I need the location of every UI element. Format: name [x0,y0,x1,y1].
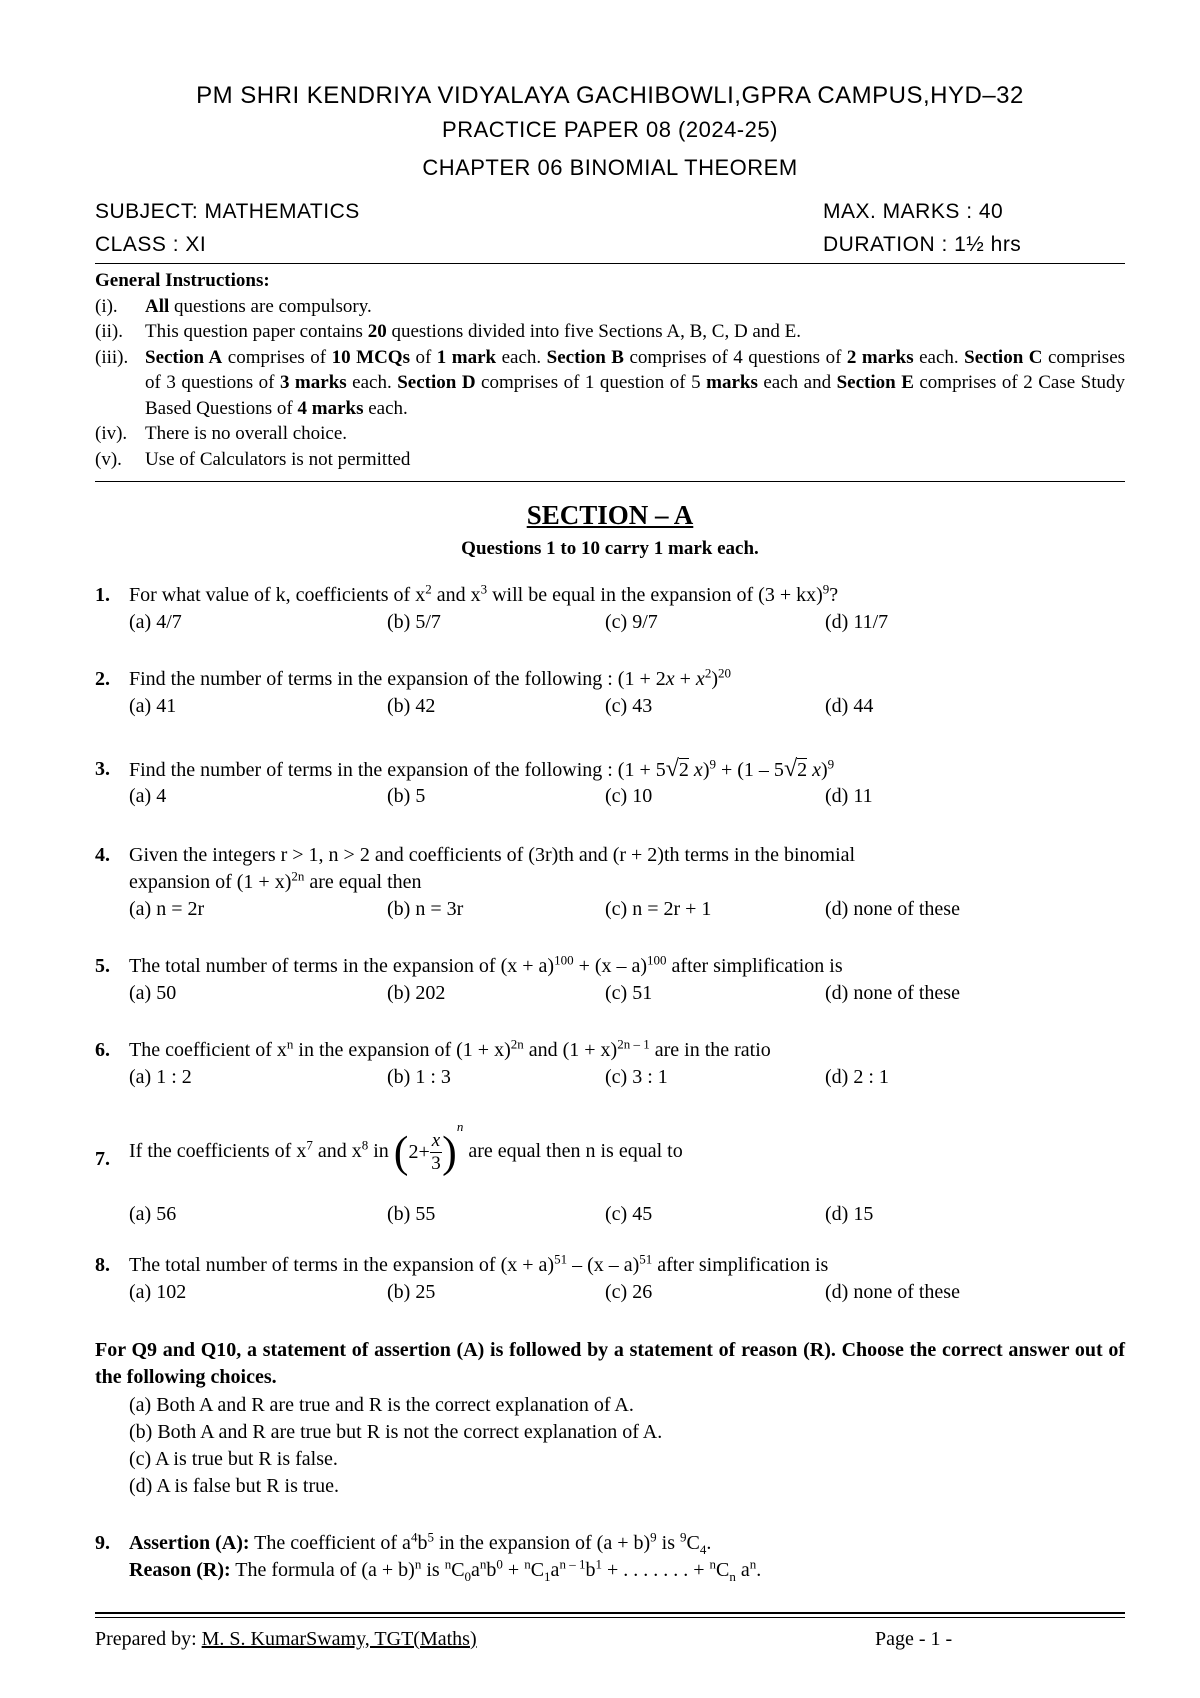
option-b[interactable]: (b) 5 [387,785,426,807]
option-c[interactable]: (c) 51 [605,982,653,1004]
chapter-title: CHAPTER 06 BINOMIAL THEOREM [422,155,798,180]
option-c[interactable]: (c) n = 2r + 1 [605,898,712,920]
option-d[interactable]: (d) none of these [825,982,960,1004]
instruction-text: Section A comprises of 10 MCQs of 1 mark each. Section B comprises of 4 questions of 2 marks each. Section C comprises of 3 questions of 3 marks each. Section D comprises of 1 question of 5 marks each and Section E comprises of 2 Case Study Based Questions of 4 marks each. [145,346,1126,419]
option-a[interactable]: (a) 41 [129,695,177,717]
options [129,783,1119,810]
options [129,609,1119,636]
header-divider [95,263,1125,264]
option-a[interactable]: (a) 1 : 2 [129,1066,192,1088]
footer-rule [95,1612,1125,1614]
instruction-text: This question paper contains 20 questions divided into five Sections A, B, C, D and E. [145,321,801,342]
subject-label: SUBJECT: MATHEMATICS [95,200,360,223]
paper-title: PRACTICE PAPER 08 (2024-25) [442,117,778,142]
instructions-title: General Instructions: [95,270,270,291]
options [129,1279,1119,1306]
option-b[interactable]: (b) 25 [387,1281,436,1303]
footer-rule-thin [95,1617,1125,1618]
option-d[interactable]: (d) 15 [825,1203,874,1225]
option-a[interactable]: (a) 4/7 [129,611,182,633]
option-d[interactable]: (d) 11 [825,785,873,807]
instruction-item: (i). All questions are compulsory. [95,294,1125,320]
option-d[interactable]: (d) 11/7 [825,611,889,633]
reason-label: Reason (R): [129,1559,231,1581]
instructions-divider [95,481,1125,482]
option-a[interactable]: (a) 56 [129,1203,177,1225]
option-b[interactable]: (b) 55 [387,1203,436,1225]
option-c[interactable]: (c) 10 [605,785,653,807]
assertion-label: Assertion (A): [129,1532,250,1554]
instruction-item: (iv). There is no overall choice. [95,423,348,444]
page-number: Page - 1 - [875,1628,953,1650]
question-text: Assertion (A): The coefficient of $a^4b^5$ in the expansion of $(a + b)^9$ is $^9C_4$. Reason (R): The formula of $(a + b)^n$ is $^nC_0a^nb^0 + ^nC_1a^{n - 1}b^1$ + . . . . . . . + $^nC_n$ $a^n$. [129,1529,762,1584]
ar-choice-b: (b) Both A and R are true but R is not the correct explanation of A. [129,1421,663,1443]
instruction-item: (v). Use of Calculators is not permitted [95,448,411,470]
question-text: Given the integers r > 1, n > 2 and coefficients of (3r)th and (r + 2)th terms in the binomial expansion of $(1 + x)^{2n}$ are equal then [129,844,856,893]
instruction-item: (ii). This question paper contains 20 questions divided into five Sections A, B, C, D and E. [95,319,1125,345]
footer-prepared-by: Prepared by: M. S. KumarSwamy, TGT(Maths) [95,1628,477,1650]
question-text: The total number of terms in the expansion of $(x + a)^{100} + (x - a)^{100}$ after simplification is [129,952,843,977]
option-b[interactable]: (b) 42 [387,695,436,717]
option-c[interactable]: (c) 3 : 1 [605,1066,668,1088]
instruction-item: (iii). Section A comprises of 10 MCQs of 1 mark each. Section B comprises of 4 questions of 2 marks each. Section C comprises of 3 questions of 3 marks each. Section D comprises of 1 question of 5 marks each and Section E comprises of 2 Case Study Based Questions of 4 marks each. [95,345,1125,422]
question-text: Find the number of terms in the expansion of the following : $(1 + 2x + x^2)^{20}$ [129,665,731,690]
options [129,693,1119,720]
question-text: If the coefficients of $x^7$ and $x^8$ in (2+ $\frac{x}{3}$ )$^n$ are equal then n is equal to [129,1119,683,1177]
option-b[interactable]: (b) 5/7 [387,611,441,633]
general-instructions [95,268,1125,472]
option-a[interactable]: (a) 102 [129,1281,187,1303]
max-marks: MAX. MARKS : 40 [823,200,1004,223]
author-name: M. S. KumarSwamy, TGT(Maths) [201,1628,477,1650]
option-a[interactable]: (a) n = 2r [129,898,205,920]
question-text: For what value of k, coefficients of $x^2$ and $x^3$ will be equal in the expansion of (3 + kx)$^9$? [129,581,839,606]
option-c[interactable]: (c) 9/7 [605,611,658,633]
question-text: The coefficient of $x^n$ in the expansion of $(1 + x)^{2n}$ and $(1 + x)^{2n - 1}$ are in the ratio [129,1036,771,1061]
option-c[interactable]: (c) 43 [605,695,653,717]
ar-choice-a: (a) Both A and R are true and R is the correct explanation of A. [129,1394,634,1416]
options [129,1201,1119,1228]
option-b[interactable]: (b) 1 : 3 [387,1066,451,1088]
ar-choice-c: (c) A is true but R is false. [129,1448,338,1470]
option-b[interactable]: (b) 202 [387,982,446,1004]
option-c[interactable]: (c) 26 [605,1281,653,1303]
option-c[interactable]: (c) 45 [605,1203,653,1225]
class-label: CLASS : XI [95,233,207,256]
question-text: The total number of terms in the expansion of $(x + a)^{51} - (x - a)^{51}$ after simplification is [129,1251,829,1276]
options [129,1064,1119,1091]
duration: DURATION : 1½ hrs [823,233,1022,256]
option-d[interactable]: (d) none of these [825,898,960,920]
assertion-reason-intro: For Q9 and Q10, a statement of assertion (A) is followed by a statement of reason (R). Choose the correct answer out of the following choices. [95,1339,1125,1388]
instruction-text: All questions are compulsory. [145,295,372,317]
options [129,980,1119,1007]
question-text: Find the number of terms in the expansion of the following : (1 + 5√2 x)$^9$ + (1 – 5√2 x)$^9$ [129,756,835,782]
option-d[interactable]: (d) 2 : 1 [825,1066,889,1088]
option-a[interactable]: (a) 50 [129,982,177,1004]
options [129,896,1119,923]
school-name: PM SHRI KENDRIYA VIDYALAYA GACHIBOWLI,GPRA CAMPUS,HYD–32 [196,82,1024,109]
ar-choice-d: (d) A is false but R is true. [129,1475,339,1497]
option-b[interactable]: (b) n = 3r [387,898,464,920]
option-d[interactable]: (d) 44 [825,695,874,717]
option-d[interactable]: (d) none of these [825,1281,960,1303]
section-subtitle: Questions 1 to 10 carry 1 mark each. [461,538,759,559]
option-a[interactable]: (a) 4 [129,785,167,807]
document-page: PM SHRI KENDRIYA VIDYALAYA GACHIBOWLI,GPRA CAMPUS,HYD–32 PRACTICE PAPER 08 (2024-25) CHAPTER 06 BINOMIAL THEOREM SUBJECT: MATHEMATICS MAX. MARKS : 40 CLASS : XI DURATION : 1½ hrs General Instructions: (i). All questions are compulsory. (ii). This question paper contains 20 questions divided into five Sections A, B, C, D and E. (iii). Section A comprises of 10 MCQs of 1 mark each. Section B comprises of 4 questions of 2 marks each. Section C comprises of 3 questions of 3 marks each. Section D comprises of 1 question of 5 marks each and Section E comprises of 2 Case Study Based Questions of 4 marks each. (iv). There is no overall choice. (v). Use of Calculators is not permitted SECTION – A Questions 1 to 10 carry 1 mark each. 1. For what value of k, coefficients of $x^2$ and $x^3$ will be equal in the expansion of (3 + kx)$^9$? (a) 4/7 (b) 5/7 (c) 9/7 (d) 11/7 2. Find the number of terms in the expansion of the following : $(1 + 2x + x^2)^{20}$ (a) 41 (b) 42 (c) 43 (d) 44 3. Find the number of terms in the expansion of the following : (1 + 5√2 x)$^9$ + (1 – 5√2 x)$^9$ (a) 4 (b) 5 (c) 10 (d) 11 4. Given the integers r > 1, n > 2 and coefficients of (3r)th and (r + 2)th terms in the binomial expansion of $(1 + x)^{2n}$ are equal then (a) n = 2r (b) n = 3r (c) n = 2r + 1 (d) none of these 5. The total number of terms in the expansion of $(x + a)^{100} + (x - a)^{100}$ after simplification is (a) 50 (b) 202 (c) 51 (d) none of these 6. The coefficient of $x^n$ in the expansion of $(1 + x)^{2n}$ and $(1 + x)^{2n - 1}$ are in the ratio (a) 1 : 2 (b) 1 : 3 (c) 3 : 1 (d) 2 : 1 7. If the coefficients of $x^7$ and $x^8$ in (2+ $\frac{x}{3}$ )$^n$ are equal then n is equal to (a) 56 (b) 55 (c) 45 (d) 15 8. The total number of terms in the expansion of $(x + a)^{51} - (x - a)^{51}$ after simplification is (a) 102 (b) 25 (c) 26 (d) none of these For Q9 and Q10, a statement of assertion (A) is followed by a statement of reason (R). Choose the correct answer out of the following choices. (a) Both A and R are true and R is the correct explanation of A. (b) Both A and R are true but R is not the correct explanation of A. (c) A is true but R is false. (d) A is false but R is true. 9. Assertion (A): The coefficient of $a^4b^5$ in the expansion of $(a + b)^9$ is $^9C_4$. Reason (R): The formula of $(a + b)^n$ is $^nC_0a^nb^0 + ^nC_1a^{n - 1}b^1$ + . . . . . . . + $^nC_n$ $a^n$. Prepared by: M. S. KumarSwamy, TGT(Maths) Page - 1 - [95,82,1126,1650]
section-title: SECTION – A [526,500,694,530]
